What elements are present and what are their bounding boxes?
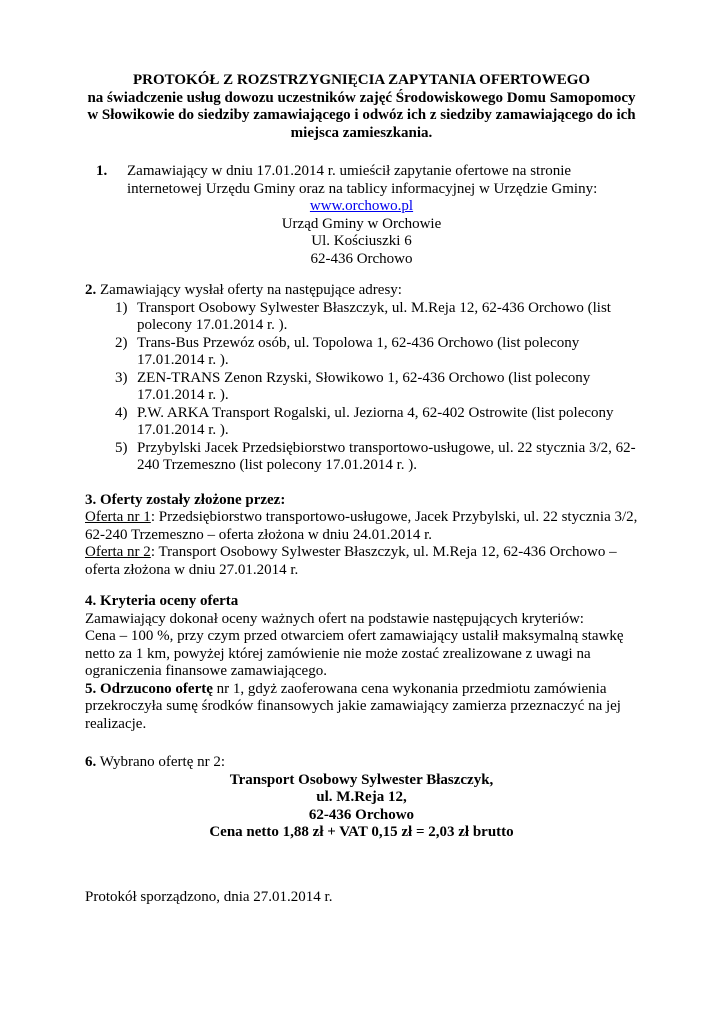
recipient-4-marker: 4) bbox=[115, 404, 128, 421]
recipient-5-marker: 5) bbox=[115, 439, 128, 456]
title-heading: PROTOKÓŁ Z ROZSTRZYGNIĘCIA ZAPYTANIA OFERTOWEGO bbox=[132, 72, 591, 88]
section-2-heading bbox=[85, 282, 638, 300]
winner-street: ul. M.Reja 12, bbox=[316, 789, 407, 805]
recipient-item-5 bbox=[85, 440, 638, 475]
recipient-item-3 bbox=[85, 370, 638, 405]
section-6-number: 6. bbox=[85, 754, 97, 770]
recipient-3-marker: 3) bbox=[115, 369, 128, 386]
section-5-text: nr 1, gdyż zaoferowana cena wykonania przedmiotu zamówienia przekroczyła sumę środków finansowych jakie zamawiający zamierza przeznaczyć na jej realizacje. bbox=[85, 680, 621, 732]
winner-price: Cena netto 1,88 zł + VAT 0,15 zł = 2,03 zł brutto bbox=[209, 824, 514, 840]
document-title bbox=[85, 72, 638, 142]
recipient-2-text: Trans-Bus Przewóz osób, ul. Topolowa 1, 62-436 Orchowo (list polecony 17.01.2014 r. ). bbox=[137, 334, 580, 368]
section-1-number: 1. bbox=[96, 163, 108, 179]
offer-2-text: : Transport Osobowy Sylwester Błaszczyk, ul. M.Reja 12, 62-436 Orchowo – oferta złożona w dniu 27.01.2014 r. bbox=[85, 544, 617, 578]
section-5-paragraph bbox=[85, 681, 638, 734]
recipient-4-text: P.W. ARKA Transport Rogalski, ul. Jeziorna 4, 62-402 Ostrowite (list polecony 17.01.2014 r. ). bbox=[137, 404, 614, 438]
footer-date: Protokół sporządzono, dnia 27.01.2014 r. bbox=[85, 888, 333, 905]
section-2-text: Zamawiający wysłał oferty na następujące adresy: bbox=[96, 282, 402, 298]
address-line-office: Urząd Gminy w Orchowie bbox=[281, 215, 442, 232]
recipient-1-text: Transport Osobowy Sylwester Błaszczyk, ul. M.Reja 12, 62-436 Orchowo (list polecony 17.01.2014 r. ). bbox=[137, 299, 611, 333]
offer-2 bbox=[85, 544, 638, 579]
offer-1 bbox=[85, 509, 638, 544]
section-6-text: Wybrano ofertę nr 2: bbox=[96, 754, 226, 770]
section-3-heading: 3. Oferty zostały złożone przez: bbox=[85, 491, 286, 508]
recipients-list bbox=[85, 300, 638, 475]
recipient-5-text: Przybylski Jacek Przedsiębiorstwo transportowo-usługowe, ul. 22 stycznia 3/2, 62-240 Trzemeszno (list polecony 17.01.2014 r. ). bbox=[137, 439, 636, 473]
orchowo-link[interactable]: www.orchowo.pl bbox=[309, 198, 414, 214]
section-4-criteria: Cena – 100 %, przy czym przed otwarciem ofert zamawiający ustalił maksymalną stawkę netto za 1 km, powyżej której zamówienie nie może zostać zrealizowane z uwagi na ograniczenia finansowe zamawiającego. bbox=[85, 628, 624, 679]
offer-1-label: Oferta nr 1 bbox=[85, 509, 151, 525]
recipient-3-text: ZEN-TRANS Zenon Rzyski, Słowikowo 1, 62-436 Orchowo (list polecony 17.01.2014 r. ). bbox=[137, 369, 591, 403]
section-1-text: Zamawiający w dniu 17.01.2014 r. umieścił zapytanie ofertowe na stronie internetowej Urzędu Gminy oraz na tablicy informacyjnej w Urzędzie Gminy: bbox=[127, 163, 598, 197]
section-4-intro: Zamawiający dokonał oceny ważnych ofert na podstawie następujących kryteriów: bbox=[85, 610, 584, 627]
address-line-street: Ul. Kościuszki 6 bbox=[311, 233, 412, 249]
section-6-heading bbox=[85, 754, 638, 772]
address-line-city: 62-436 Orchowo bbox=[310, 250, 413, 267]
publication-address-block bbox=[85, 198, 638, 268]
section-4-heading: 4. Kryteria oceny oferta bbox=[85, 593, 239, 609]
title-subtitle: na świadczenie usług dowozu uczestników zajęć Środowiskowego Domu Samopomocy w Słowikowie do siedziby zamawiającego i odwóz ich z siedziby zamawiającego do ich miejsca zamieszkania. bbox=[87, 89, 636, 141]
recipient-item-2 bbox=[85, 335, 638, 370]
offer-2-label: Oferta nr 2 bbox=[85, 544, 151, 560]
recipient-item-1 bbox=[85, 300, 638, 335]
section-5-bold: 5. Odrzucono ofertę bbox=[85, 680, 213, 697]
winner-city: 62-436 Orchowo bbox=[308, 806, 415, 823]
recipient-item-4 bbox=[85, 405, 638, 440]
recipient-2-marker: 2) bbox=[115, 334, 128, 351]
winner-name: Transport Osobowy Sylwester Błaszczyk, bbox=[229, 771, 494, 788]
offer-1-text: : Przedsiębiorstwo transportowo-usługowe, Jacek Przybylski, ul. 22 stycznia 3/2, 62-240 Trzemeszno – oferta złożona w dniu 24.01.2014 r. bbox=[85, 509, 638, 543]
section-2-number: 2. bbox=[85, 282, 97, 298]
section-1-item bbox=[85, 163, 638, 198]
recipient-1-marker: 1) bbox=[115, 299, 128, 316]
winner-block bbox=[85, 772, 638, 842]
